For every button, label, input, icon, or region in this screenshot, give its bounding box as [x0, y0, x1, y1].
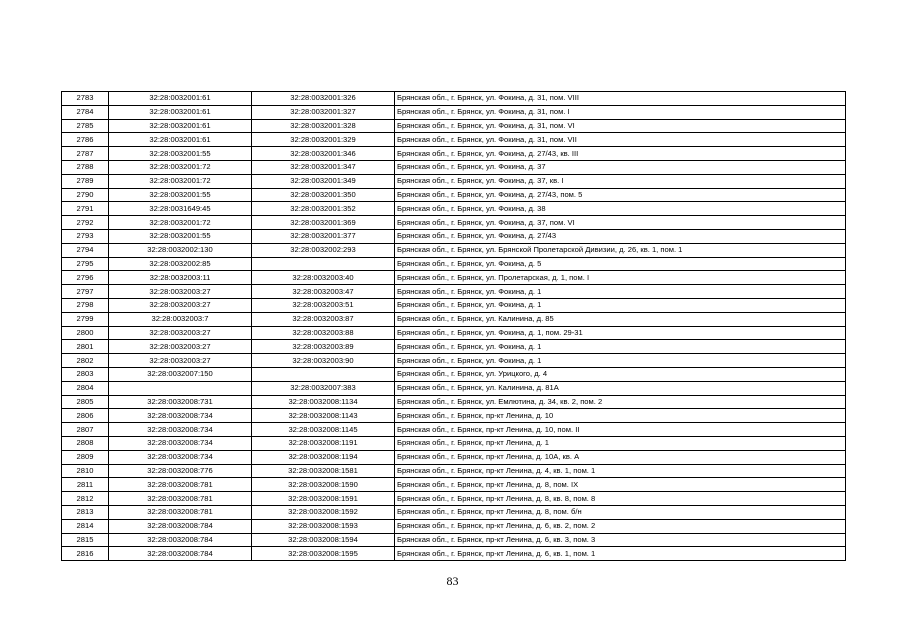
table-row [62, 188, 846, 202]
address-cell: Брянская обл., г. Брянск, пр-кт Ленина, д. 1 [395, 436, 846, 450]
row-number-cell: 2813 [62, 505, 109, 519]
row-number-cell: 2804 [62, 381, 109, 395]
row-number-cell: 2805 [62, 395, 109, 409]
row-number-cell: 2815 [62, 533, 109, 547]
object-number-cell: 32:28:0032002:293 [252, 243, 395, 257]
object-number-cell: 32:28:0032003:47 [252, 285, 395, 299]
row-number-cell: 2791 [62, 202, 109, 216]
table-row [62, 147, 846, 161]
cadastral-quarter-cell: 32:28:0031649:45 [109, 202, 252, 216]
address-cell: Брянская обл., г. Брянск, ул. Калинина, д. 85 [395, 312, 846, 326]
cadastral-quarter-cell: 32:28:0032008:731 [109, 395, 252, 409]
address-cell: Брянская обл., г. Брянск, ул. Фокина, д. 27/43 [395, 229, 846, 243]
object-number-cell: 32:28:0032003:88 [252, 326, 395, 340]
object-number-cell: 32:28:0032008:1590 [252, 478, 395, 492]
row-number-cell: 2811 [62, 478, 109, 492]
object-number-cell: 32:28:0032008:1593 [252, 519, 395, 533]
row-number-cell: 2784 [62, 105, 109, 119]
cadastral-quarter-cell: 32:28:0032003:7 [109, 312, 252, 326]
table-row [62, 243, 846, 257]
object-number-cell: 32:28:0032003:89 [252, 340, 395, 354]
table-row [62, 119, 846, 133]
cadastral-quarter-cell: 32:28:0032007:150 [109, 367, 252, 381]
table-row [62, 298, 846, 312]
cadastral-quarter-cell: 32:28:0032008:734 [109, 423, 252, 437]
cadastral-quarter-cell: 32:28:0032001:72 [109, 174, 252, 188]
address-cell: Брянская обл., г. Брянск, пр-кт Ленина, д. 8, пом. IX [395, 478, 846, 492]
object-number-cell: 32:28:0032008:1143 [252, 409, 395, 423]
address-cell: Брянская обл., г. Брянск, ул. Фокина, д. 1, пом. 29-31 [395, 326, 846, 340]
row-number-cell: 2792 [62, 216, 109, 230]
row-number-cell: 2810 [62, 464, 109, 478]
object-number-cell: 32:28:0032003:40 [252, 271, 395, 285]
object-number-cell: 32:28:0032001:329 [252, 133, 395, 147]
cadastral-quarter-cell: 32:28:0032008:734 [109, 436, 252, 450]
row-number-cell: 2809 [62, 450, 109, 464]
cadastral-quarter-cell: 32:28:0032002:130 [109, 243, 252, 257]
cadastral-quarter-cell: 32:28:0032001:72 [109, 160, 252, 174]
table-row [62, 519, 846, 533]
table-row [62, 229, 846, 243]
address-cell: Брянская обл., г. Брянск, ул. Фокина, д. 31, пом. VI [395, 119, 846, 133]
address-cell: Брянская обл., г. Брянск, ул. Фокина, д. 37, кв. I [395, 174, 846, 188]
table-row [62, 271, 846, 285]
address-cell: Брянская обл., г. Брянск, ул. Калинина, д. 81А [395, 381, 846, 395]
row-number-cell: 2798 [62, 298, 109, 312]
row-number-cell: 2790 [62, 188, 109, 202]
object-number-cell: 32:28:0032008:1591 [252, 492, 395, 506]
object-number-cell [252, 257, 395, 271]
row-number-cell: 2795 [62, 257, 109, 271]
object-number-cell: 32:28:0032008:1145 [252, 423, 395, 437]
cadastral-quarter-cell: 32:28:0032001:61 [109, 133, 252, 147]
table-row [62, 326, 846, 340]
row-number-cell: 2800 [62, 326, 109, 340]
row-number-cell: 2816 [62, 547, 109, 561]
row-number-cell: 2786 [62, 133, 109, 147]
address-cell: Брянская обл., г. Брянск, пр-кт Ленина, д. 10А, кв. А [395, 450, 846, 464]
cadastral-quarter-cell: 32:28:0032003:27 [109, 354, 252, 368]
cadastral-quarter-cell: 32:28:0032001:72 [109, 216, 252, 230]
cadastral-quarter-cell: 32:28:0032001:61 [109, 119, 252, 133]
object-number-cell: 32:28:0032001:347 [252, 160, 395, 174]
cadastral-quarter-cell: 32:28:0032008:734 [109, 409, 252, 423]
object-number-cell: 32:28:0032001:327 [252, 105, 395, 119]
row-number-cell: 2794 [62, 243, 109, 257]
table-row [62, 505, 846, 519]
address-cell: Брянская обл., г. Брянск, пр-кт Ленина, д. 6, кв. 1, пом. 1 [395, 547, 846, 561]
table-row [62, 423, 846, 437]
object-number-cell: 32:28:0032001:377 [252, 229, 395, 243]
cadastral-quarter-cell: 32:28:0032002:85 [109, 257, 252, 271]
cadastral-quarter-cell: 32:28:0032001:55 [109, 229, 252, 243]
row-number-cell: 2803 [62, 367, 109, 381]
table-row [62, 257, 846, 271]
address-cell: Брянская обл., г. Брянск, ул. Фокина, д. 27/43, кв. III [395, 147, 846, 161]
row-number-cell: 2801 [62, 340, 109, 354]
cadastral-quarter-cell: 32:28:0032008:781 [109, 492, 252, 506]
row-number-cell: 2793 [62, 229, 109, 243]
address-cell: Брянская обл., г. Брянск, ул. Фокина, д. 31, пом. VIII [395, 92, 846, 106]
address-cell: Брянская обл., г. Брянск, ул. Пролетарская, д. 1, пом. I [395, 271, 846, 285]
cadastral-quarter-cell: 32:28:0032008:776 [109, 464, 252, 478]
table-row [62, 354, 846, 368]
table-row [62, 312, 846, 326]
address-cell: Брянская обл., г. Брянск, пр-кт Ленина, д. 6, кв. 2, пом. 2 [395, 519, 846, 533]
table-row [62, 92, 846, 106]
address-cell: Брянская обл., г. Брянск, ул. Брянской Пролетарской Дивизии, д. 26, кв. 1, пом. 1 [395, 243, 846, 257]
table-row [62, 436, 846, 450]
address-cell: Брянская обл., г. Брянск, пр-кт Ленина, д. 10 [395, 409, 846, 423]
cadastral-quarter-cell: 32:28:0032003:27 [109, 340, 252, 354]
address-cell: Брянская обл., г. Брянск, ул. Фокина, д. 5 [395, 257, 846, 271]
table-row [62, 160, 846, 174]
property-registry-table [61, 91, 846, 561]
cadastral-quarter-cell: 32:28:0032008:784 [109, 547, 252, 561]
table-row [62, 547, 846, 561]
table-row [62, 133, 846, 147]
object-number-cell: 32:28:0032007:383 [252, 381, 395, 395]
object-number-cell [252, 367, 395, 381]
address-cell: Брянская обл., г. Брянск, ул. Фокина, д. 31, пом. I [395, 105, 846, 119]
cadastral-quarter-cell: 32:28:0032008:784 [109, 533, 252, 547]
table-row [62, 464, 846, 478]
table-row [62, 450, 846, 464]
object-number-cell: 32:28:0032003:90 [252, 354, 395, 368]
row-number-cell: 2808 [62, 436, 109, 450]
row-number-cell: 2797 [62, 285, 109, 299]
cadastral-quarter-cell: 32:28:0032003:27 [109, 326, 252, 340]
cadastral-quarter-cell: 32:28:0032003:27 [109, 285, 252, 299]
address-cell: Брянская обл., г. Брянск, пр-кт Ленина, д. 10, пом. II [395, 423, 846, 437]
cadastral-quarter-cell: 32:28:0032003:11 [109, 271, 252, 285]
row-number-cell: 2807 [62, 423, 109, 437]
cadastral-quarter-cell: 32:28:0032001:61 [109, 105, 252, 119]
table-row [62, 285, 846, 299]
address-cell: Брянская обл., г. Брянск, ул. Фокина, д. 27/43, пом. 5 [395, 188, 846, 202]
address-cell: Брянская обл., г. Брянск, пр-кт Ленина, д. 8, пом. б/н [395, 505, 846, 519]
object-number-cell: 32:28:0032001:369 [252, 216, 395, 230]
address-cell: Брянская обл., г. Брянск, ул. Фокина, д. 37 [395, 160, 846, 174]
table-row [62, 202, 846, 216]
object-number-cell: 32:28:0032008:1592 [252, 505, 395, 519]
table-row [62, 105, 846, 119]
address-cell: Брянская обл., г. Брянск, ул. Фокина, д. 1 [395, 340, 846, 354]
object-number-cell: 32:28:0032008:1134 [252, 395, 395, 409]
cadastral-quarter-cell: 32:28:0032008:784 [109, 519, 252, 533]
address-cell: Брянская обл., г. Брянск, пр-кт Ленина, д. 6, кв. 3, пом. 3 [395, 533, 846, 547]
address-cell: Брянская обл., г. Брянск, ул. Емлютина, д. 34, кв. 2, пом. 2 [395, 395, 846, 409]
object-number-cell: 32:28:0032008:1191 [252, 436, 395, 450]
address-cell: Брянская обл., г. Брянск, ул. Фокина, д. 31, пом. VII [395, 133, 846, 147]
table-row [62, 340, 846, 354]
registry-table-body [62, 92, 846, 561]
address-cell: Брянская обл., г. Брянск, ул. Фокина, д. 1 [395, 298, 846, 312]
table-row [62, 174, 846, 188]
cadastral-quarter-cell: 32:28:0032008:734 [109, 450, 252, 464]
object-number-cell: 32:28:0032008:1194 [252, 450, 395, 464]
object-number-cell: 32:28:0032001:328 [252, 119, 395, 133]
object-number-cell: 32:28:0032001:326 [252, 92, 395, 106]
table-row [62, 381, 846, 395]
object-number-cell: 32:28:0032008:1581 [252, 464, 395, 478]
object-number-cell: 32:28:0032008:1594 [252, 533, 395, 547]
table-row [62, 533, 846, 547]
row-number-cell: 2802 [62, 354, 109, 368]
object-number-cell: 32:28:0032003:51 [252, 298, 395, 312]
row-number-cell: 2812 [62, 492, 109, 506]
row-number-cell: 2789 [62, 174, 109, 188]
table-row [62, 216, 846, 230]
cadastral-quarter-cell: 32:28:0032008:781 [109, 478, 252, 492]
cadastral-quarter-cell: 32:28:0032001:55 [109, 147, 252, 161]
object-number-cell: 32:28:0032001:352 [252, 202, 395, 216]
row-number-cell: 2806 [62, 409, 109, 423]
table-row [62, 367, 846, 381]
object-number-cell: 32:28:0032001:346 [252, 147, 395, 161]
address-cell: Брянская обл., г. Брянск, ул. Фокина, д. 37, пом. VI [395, 216, 846, 230]
object-number-cell: 32:28:0032008:1595 [252, 547, 395, 561]
row-number-cell: 2783 [62, 92, 109, 106]
cadastral-quarter-cell: 32:28:0032003:27 [109, 298, 252, 312]
table-row [62, 395, 846, 409]
row-number-cell: 2787 [62, 147, 109, 161]
row-number-cell: 2785 [62, 119, 109, 133]
cadastral-quarter-cell: 32:28:0032008:781 [109, 505, 252, 519]
address-cell: Брянская обл., г. Брянск, ул. Фокина, д. 38 [395, 202, 846, 216]
page-number: 83 [446, 574, 459, 588]
row-number-cell: 2796 [62, 271, 109, 285]
table-row [62, 478, 846, 492]
row-number-cell: 2799 [62, 312, 109, 326]
table-row [62, 409, 846, 423]
cadastral-quarter-cell: 32:28:0032001:55 [109, 188, 252, 202]
table-row [62, 492, 846, 506]
row-number-cell: 2788 [62, 160, 109, 174]
cadastral-quarter-cell: 32:28:0032001:61 [109, 92, 252, 106]
address-cell: Брянская обл., г. Брянск, ул. Фокина, д. 1 [395, 285, 846, 299]
cadastral-quarter-cell [109, 381, 252, 395]
object-number-cell: 32:28:0032001:350 [252, 188, 395, 202]
address-cell: Брянская обл., г. Брянск, пр-кт Ленина, д. 8, кв. 8, пом. 8 [395, 492, 846, 506]
row-number-cell: 2814 [62, 519, 109, 533]
object-number-cell: 32:28:0032001:349 [252, 174, 395, 188]
address-cell: Брянская обл., г. Брянск, пр-кт Ленина, д. 4, кв. 1, пом. 1 [395, 464, 846, 478]
address-cell: Брянская обл., г. Брянск, ул. Фокина, д. 1 [395, 354, 846, 368]
object-number-cell: 32:28:0032003:87 [252, 312, 395, 326]
address-cell: Брянская обл., г. Брянск, ул. Урицкого, д. 4 [395, 367, 846, 381]
